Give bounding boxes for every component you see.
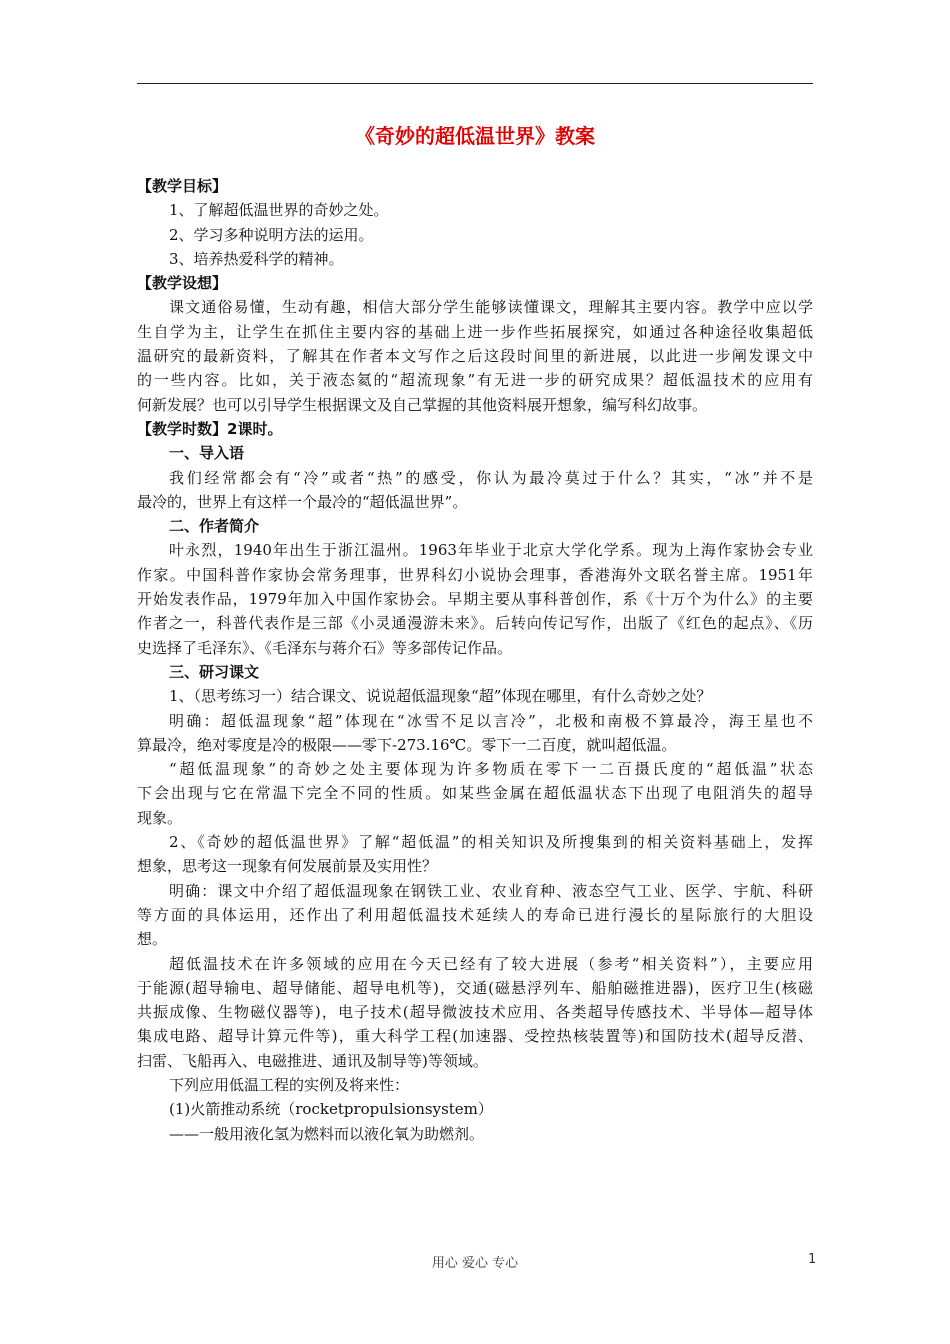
- text-line: 2、《奇妙的超低温世界》了解“超低温”的相关知识及所搜集到的相关资料基础上，发挥: [169, 833, 813, 852]
- document-body: [137, 174, 813, 1146]
- header-rule: [137, 83, 813, 84]
- text-line: 明确：课文中介绍了超低温现象在钢铁工业、农业育种、液态空气工业、医学、宇航、科研: [169, 881, 813, 900]
- page-number: 1: [808, 1252, 817, 1267]
- section-heading: 【教学目标】: [137, 177, 228, 195]
- text-line: 超低温技术在许多领域的应用在今天已经有了较大进展（参考“相关资料”），主要应用: [169, 954, 813, 973]
- text-line: 史选择了毛泽东》、《毛泽东与蒋介石》等多部传记作品。: [137, 638, 513, 657]
- document-title: 《奇妙的超低温世界》教案: [355, 124, 595, 148]
- text-line: 想象，思考这一现象有何发展前景及实用性？: [137, 857, 438, 876]
- text-line: 算最冷，绝对零度是冷的极限——零下-273.16℃。零下一二百度，就叫超低温。: [137, 735, 677, 754]
- text-line: 作家。中国科普作家协会常务理事，世界科幻小说协会理事，香港海外文联名誉主席。1951年: [137, 565, 813, 584]
- text-line: 1、了解超低温世界的奇妙之处。: [169, 201, 389, 220]
- section-heading: 【教学设想】: [137, 274, 228, 293]
- text-line: 最冷的，世界上有这样一个最冷的“超低温世界”。: [137, 492, 468, 511]
- text-line: 于能源(超导输电、超导储能、超导电机等)，交通(磁悬浮列车、船舶磁推进器)，医疗卫生(核磁: [137, 978, 813, 997]
- text-line: 何新发展？也可以引导学生根据课文及自己掌握的其他资料展开想象，编写科幻故事。: [137, 395, 708, 414]
- text-line: 想。: [137, 930, 168, 949]
- text-line: 3、培养热爱科学的精神。: [169, 249, 344, 268]
- text-line: 扫雷、飞船再入、电磁推进、通讯及制导等)等领域。: [137, 1051, 488, 1070]
- text-line: (1)火箭推动系统（rocketpropulsionsystem）: [169, 1100, 493, 1119]
- text-line: 下会出现与它在常温下完全不同的性质。如某些金属在超低温状态下出现了电阻消失的超导: [137, 784, 813, 803]
- text-line: 我们经常都会有“冷”或者“热”的感受，你认为最冷莫过于什么？其实，“冰”并不是: [169, 468, 813, 487]
- text-line: ——一般用液化氢为燃料而以液化氧为助燃剂。: [169, 1124, 485, 1143]
- page-footer: 用心 爱心 专心: [431, 1256, 519, 1271]
- text-line: 明确：超低温现象“超”体现在“冰雪不足以言冷”，北极和南极不算最冷，海王星也不: [169, 711, 813, 730]
- text-line: 下列应用低温工程的实例及将来性：: [169, 1075, 410, 1094]
- text-line: 叶永烈，1940年出生于浙江温州。1963年毕业于北京大学化学系。现为上海作家协会专业: [169, 541, 813, 560]
- text-line: 温研究的最新资料，了解其在作者本文写作之后这段时间里的新进展，以此进一步阐发课文中: [137, 347, 813, 366]
- text-line: 的一些内容。比如，关于液态氦的“超流现象”有无进一步的研究成果？超低温技术的应用有: [137, 371, 813, 390]
- section-heading: 三、研习课文: [169, 662, 260, 681]
- text-line: 开始发表作品，1979年加入中国作家协会。早期主要从事科普创作，系《十万个为什么》的主要: [137, 590, 813, 609]
- text-line: 课文通俗易懂，生动有趣，相信大部分学生能够读懂课文，理解其主要内容。教学中应以学: [169, 298, 813, 317]
- text-line: 1、（思考练习一）结合课文、说说超低温现象“超”体现在哪里，有什么奇妙之处？: [169, 687, 712, 706]
- section-heading: 【教学时数】2课时。: [137, 419, 283, 438]
- text-line: 作者之一，科普代表作是三部《小灵通漫游未来》。后转向传记写作，出版了《红色的起点》、《历: [137, 614, 813, 633]
- section-heading: 一、导入语: [169, 444, 245, 463]
- text-line: 集成电路、超导计算元件等)，重大科学工程(加速器、受控热核装置等)和国防技术(超导反潜、: [137, 1027, 813, 1046]
- text-line: 2、学习多种说明方法的运用。: [169, 225, 374, 244]
- text-line: 共振成像、生物磁仪器等)，电子技术(超导微波技术应用、各类超导传感技术、半导体—超导体: [137, 1003, 813, 1022]
- text-line: 现象。: [137, 808, 183, 827]
- section-heading: 二、作者简介: [169, 517, 260, 536]
- text-line: “超低温现象”的奇妙之处主要体现为许多物质在零下一二百摄氏度的“超低温”状态: [169, 760, 813, 779]
- text-line: 生自学为主，让学生在抓住主要内容的基础上进一步作些拓展探究，如通过各种途径收集超低: [137, 322, 813, 341]
- text-line: 等方面的具体运用，还作出了利用超低温技术延续人的寿命已进行漫长的星际旅行的大胆设: [137, 905, 813, 924]
